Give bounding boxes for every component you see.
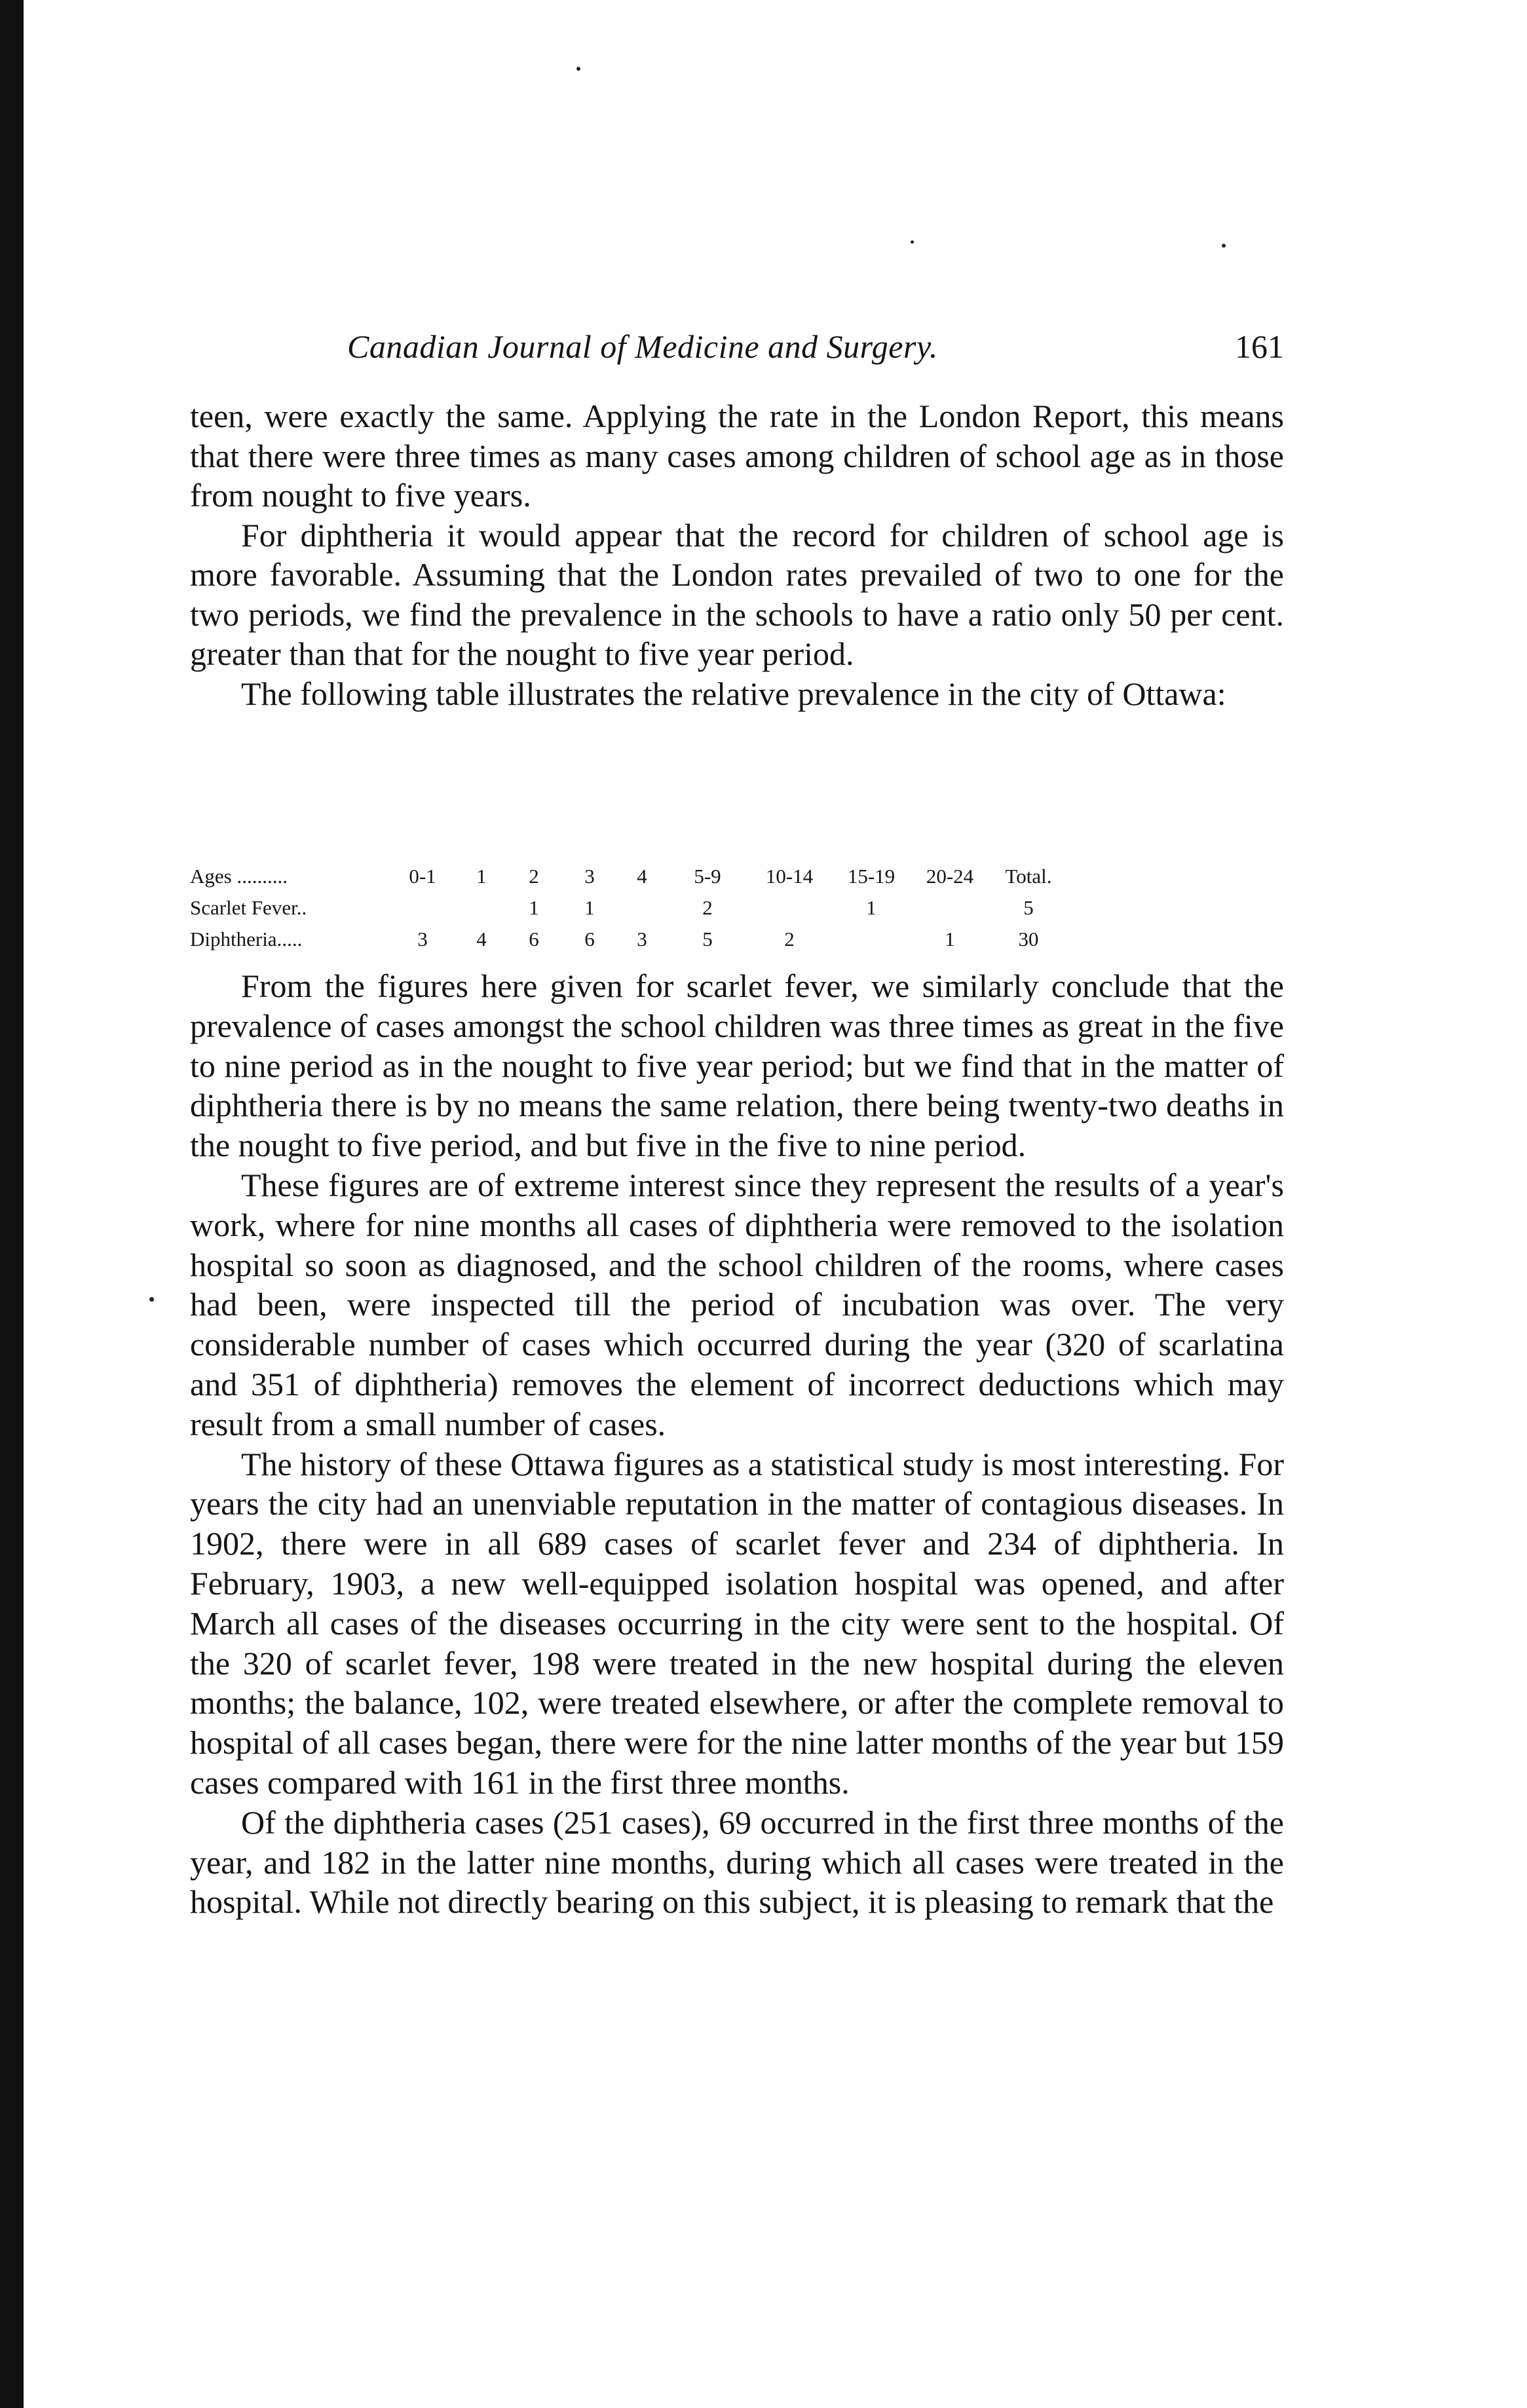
page-header — [190, 328, 1284, 380]
table-cell: 2 — [784, 928, 795, 950]
paragraph: These figures are of extreme interest since they represent the results of a year's work, where for nine months all cases of diphtheria were removed to the isolation hospital so soon as diagnosed, and the school children of the rooms, where cases had been, were inspected till the period of incubation was over. The very considerable number of cases which occurred during the year (320 of scarlatina and 351 of diphtheria) removes the element of incorrect deductions which may result from a small number of cases. — [190, 1166, 1284, 1442]
table-cell: 10-14 — [765, 865, 814, 888]
row-label: Scarlet Fever.. — [190, 896, 307, 919]
table-row-diphtheria — [190, 928, 1284, 959]
table-row-scarlet-fever — [190, 896, 1284, 928]
paragraph: Of the diphtheria cases (251 cases), 69 occurred in the first three months of the year, and 182 in the latter nine months, during which all cases were treated in the hospital. While not directly bearing on this subject, it is pleasing to remark that the — [190, 1803, 1284, 1921]
table-cell: 1 — [476, 865, 487, 888]
table-cell: 5 — [1023, 896, 1034, 919]
table-cell: 4 — [637, 865, 647, 888]
page-binding-edge — [0, 0, 24, 2408]
table-cell: Total. — [1005, 865, 1052, 888]
running-title: Canadian Journal of Medicine and Surgery. — [347, 328, 938, 365]
prevalence-table — [190, 865, 1284, 959]
paragraph: For diphtheria it would appear that the record for children of school age is more favorable. Assuming that the London rates prevailed of two to one for the two periods, we find the prevalence in the schools to have a ratio only 50 per cent. greater than that for the nought to five year period. — [190, 516, 1284, 672]
paragraph: teen, were exactly the same. Applying the rate in the London Report, this means that there were three times as many cases among children of school age as in those from nought to five years. — [190, 398, 1284, 514]
paragraph: The following table illustrates the relative prevalence in the city of Ottawa: — [241, 675, 1226, 712]
table-cell: 1 — [866, 896, 877, 919]
row-label: Ages .......... — [190, 865, 288, 888]
table-cell: 1 — [945, 928, 955, 950]
lower-body-text — [190, 966, 1284, 1922]
print-speck — [149, 1297, 154, 1302]
table-cell: 3 — [637, 928, 647, 950]
paragraph: The history of these Ottawa figures as a statistical study is most interesting. For years the city had an unenviable reputation in the matter of contagious diseases. In 1902, there were in all 689 cases of scarlet fever and 234 of diphtheria. In February, 1903, a new well-equipped isolation hospital was opened, and after March all cases of the diseases occurring in the city were sent to the hospital. Of the 320 of scarlet fever, 198 were treated in the new hospital during the eleven months; the balance, 102, were treated elsewhere, or after the complete removal to hospital of all cases began, there were for the nine latter months of the year but 159 cases compared with 161 in the first three months. — [190, 1445, 1284, 1801]
table-cell: 5-9 — [694, 865, 721, 888]
table-cell: 3 — [417, 928, 428, 950]
table-cell: 30 — [1018, 928, 1039, 950]
row-label: Diphtheria..... — [190, 928, 303, 950]
table-cell: 15-19 — [847, 865, 895, 888]
print-speck — [1222, 244, 1226, 248]
paragraph: From the figures here given for scarlet fever, we similarly conclude that the prevalence of cases amongst the school children was three times as great in the five to nine period as in the nought to five year period; but we find that in the matter of diphtheria there is by no means the same relation, there being twenty-two deaths in the nought to five period, and but five in the five to nine period. — [190, 968, 1284, 1164]
table-cell: 4 — [476, 928, 487, 950]
upper-body-text — [190, 396, 1284, 713]
print-speck — [576, 67, 580, 71]
table-cell: 6 — [584, 928, 595, 950]
table-cell: 2 — [702, 896, 713, 919]
table-row-ages — [190, 865, 1284, 896]
table-cell: 1 — [529, 896, 539, 919]
table-cell: 6 — [529, 928, 539, 950]
table-cell: 1 — [584, 896, 595, 919]
table-cell: 2 — [529, 865, 539, 888]
page-number: 161 — [1235, 328, 1284, 365]
table-cell: 5 — [702, 928, 713, 950]
table-cell: 20-24 — [926, 865, 974, 888]
table-cell: 0-1 — [409, 865, 436, 888]
print-speck — [911, 240, 914, 244]
table-cell: 3 — [584, 865, 595, 888]
